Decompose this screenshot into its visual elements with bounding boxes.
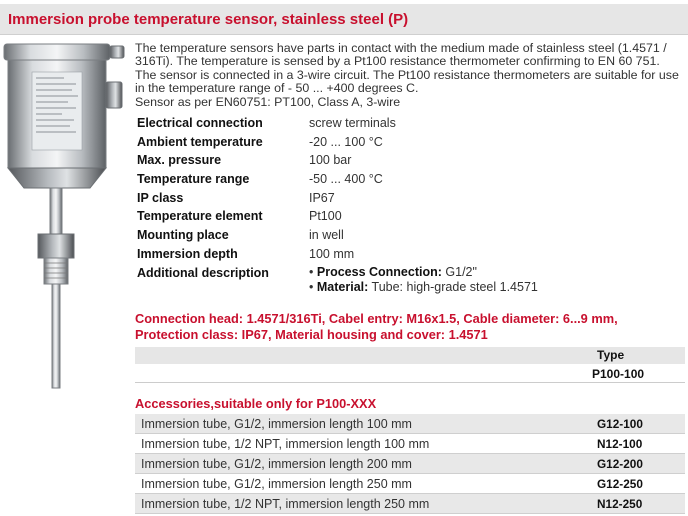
spec-row: [137, 151, 677, 170]
spec-value: -50 ... 400 °C: [309, 172, 383, 187]
accessory-code: N12-250: [597, 497, 643, 511]
spec-value: -20 ... 100 °C: [309, 134, 383, 149]
accessories-heading: Accessories,suitable only for P100-XXX: [135, 396, 377, 411]
additional-label: Material:: [316, 280, 369, 294]
page-title: Immersion probe temperature sensor, stainless steel (P): [8, 11, 409, 28]
additional-label: Process Connection:: [316, 265, 442, 279]
spec-label: Temperature element: [137, 209, 263, 224]
spec-value: 100 bar: [309, 153, 352, 168]
spec-row: [137, 133, 677, 152]
spec-table: [137, 114, 677, 282]
description-line: Sensor as per EN60751: PT100, Class A, 3-wire: [135, 94, 401, 109]
type-value: P100-100: [592, 367, 645, 381]
type-header: Type: [597, 348, 625, 362]
description: [135, 42, 683, 109]
spec-row: [137, 245, 677, 264]
title-bar: [0, 4, 688, 35]
table-row: [135, 434, 685, 454]
accessory-code: G12-250: [597, 477, 643, 491]
bullet-icon: •: [309, 280, 314, 294]
table-row: [135, 454, 685, 474]
accessory-code: G12-200: [597, 457, 643, 471]
description-line: The temperature sensors have parts in contact with the medium made of stainless steel (1.4571 /: [135, 41, 667, 55]
table-row: [135, 494, 685, 514]
description-line: in the temperature range of - 50 ... +400 degrees C.: [135, 81, 419, 96]
accessory-code: G12-100: [597, 417, 643, 431]
accessory-description: Immersion tube, 1/2 NPT, immersion length 100 mm: [141, 437, 430, 451]
list-item: [309, 280, 538, 295]
accessory-description: Immersion tube, G1/2, immersion length 250 mm: [141, 477, 412, 491]
table-row: [135, 474, 685, 494]
note-line: Protection class: IP67, Material housing and cover: 1.4571: [135, 327, 488, 342]
spec-row: [137, 114, 677, 133]
additional-description-list: [309, 265, 538, 295]
divider: [135, 382, 685, 383]
note-line: Connection head: 1.4571/316Ti, Cabel entry: M16x1.5, Cable diameter: 6...9 mm,: [135, 311, 618, 326]
spec-row: [137, 170, 677, 189]
accessory-description: Immersion tube, G1/2, immersion length 100 mm: [141, 417, 412, 431]
description-line: The sensor is connected in a 3-wire circuit. The Pt100 resistance thermometers are suitable for use: [135, 67, 679, 82]
additional-value: Tube: high-grade steel 1.4571: [371, 280, 538, 294]
spec-value: in well: [309, 228, 344, 243]
accessory-description: Immersion tube, G1/2, immersion length 200 mm: [141, 457, 412, 471]
accessory-description: Immersion tube, 1/2 NPT, immersion length 250 mm: [141, 497, 430, 511]
spec-value: IP67: [309, 190, 335, 205]
spec-row: [137, 226, 677, 245]
spec-label: Temperature range: [137, 172, 250, 187]
list-item: [309, 265, 538, 280]
spec-label: Mounting place: [137, 228, 229, 243]
spec-label: Ambient temperature: [137, 134, 263, 149]
description-line: 316Ti). The temperature is sensed by a Pt100 resistance thermometer confirming to EN 60 751.: [135, 54, 660, 69]
connection-head-note: [135, 311, 685, 343]
spec-label: Electrical connection: [137, 116, 263, 130]
spec-row: [137, 207, 677, 226]
spec-value: 100 mm: [309, 246, 355, 261]
spec-value: screw terminals: [309, 116, 396, 130]
spec-label: Immersion depth: [137, 246, 238, 261]
bullet-icon: •: [309, 265, 314, 279]
sensor-product-image: [2, 42, 130, 394]
spec-value: Pt100: [309, 209, 342, 224]
spec-label: IP class: [137, 190, 184, 205]
spec-label: Max. pressure: [137, 153, 222, 168]
spec-row: [137, 189, 677, 208]
spec-label: Additional description: [137, 265, 269, 280]
additional-value: G1/2": [445, 265, 477, 279]
accessory-code: N12-100: [597, 437, 643, 451]
table-row: [135, 414, 685, 434]
accessories-table: [135, 414, 685, 514]
